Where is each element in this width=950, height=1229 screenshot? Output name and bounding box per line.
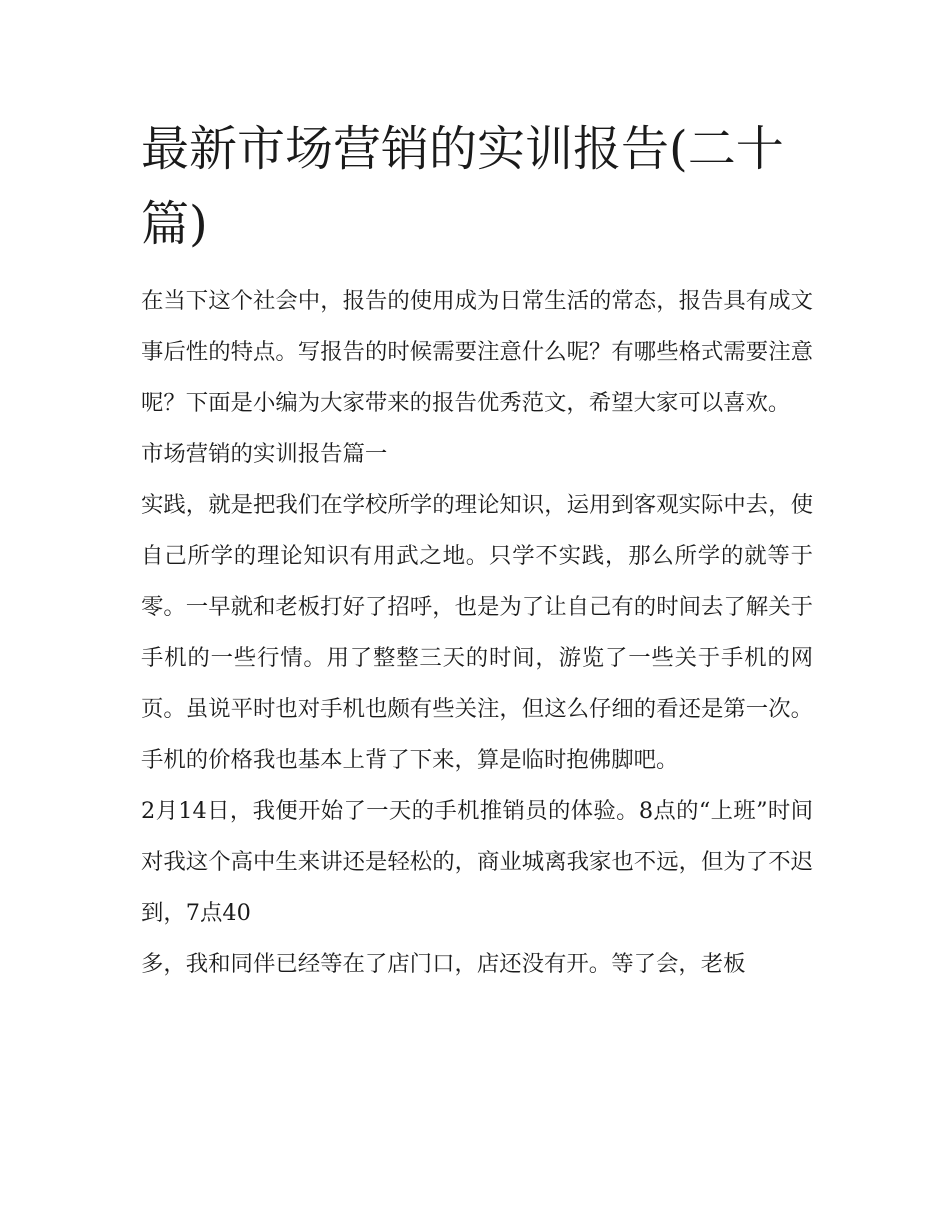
document-body [141, 112, 813, 990]
body-paragraph: 2月14日，我便开始了一天的手机推销员的体验。8点的“上班”时间对我这个高中生来讲还是轻松的，商业城离我家也不远，但为了不迟到，7点40 [141, 798, 813, 926]
document-title: 最新市场营销的实训报告(二十篇) [141, 121, 784, 252]
body-paragraph: 多，我和同伴已经等在了店门口，店还没有开。等了会，老板 [141, 951, 746, 977]
section-heading: 市场营销的实训报告篇一 [141, 441, 388, 467]
body-paragraph: 实践，就是把我们在学校所学的理论知识，运用到客观实际中去，使自己所学的理论知识有用武之地。只学不实践，那么所学的就等于零。一早就和老板打好了招呼，也是为了让自己有的时间去了解关于手机的一些行情。用了整整三天的时间，游览了一些关于手机的网页。虽说平时也对手机也颇有些关注，但这么仔细的看还是第一次。手机的价格我也基本上背了下来，算是临时抱佛脚吧。 [141, 492, 813, 773]
intro-paragraph: 在当下这个社会中，报告的使用成为日常生活的常态，报告具有成文事后性的特点。写报告的时候需要注意什么呢？有哪些格式需要注意呢？下面是小编为大家带来的报告优秀范文，希望大家可以喜欢。 [141, 288, 813, 416]
